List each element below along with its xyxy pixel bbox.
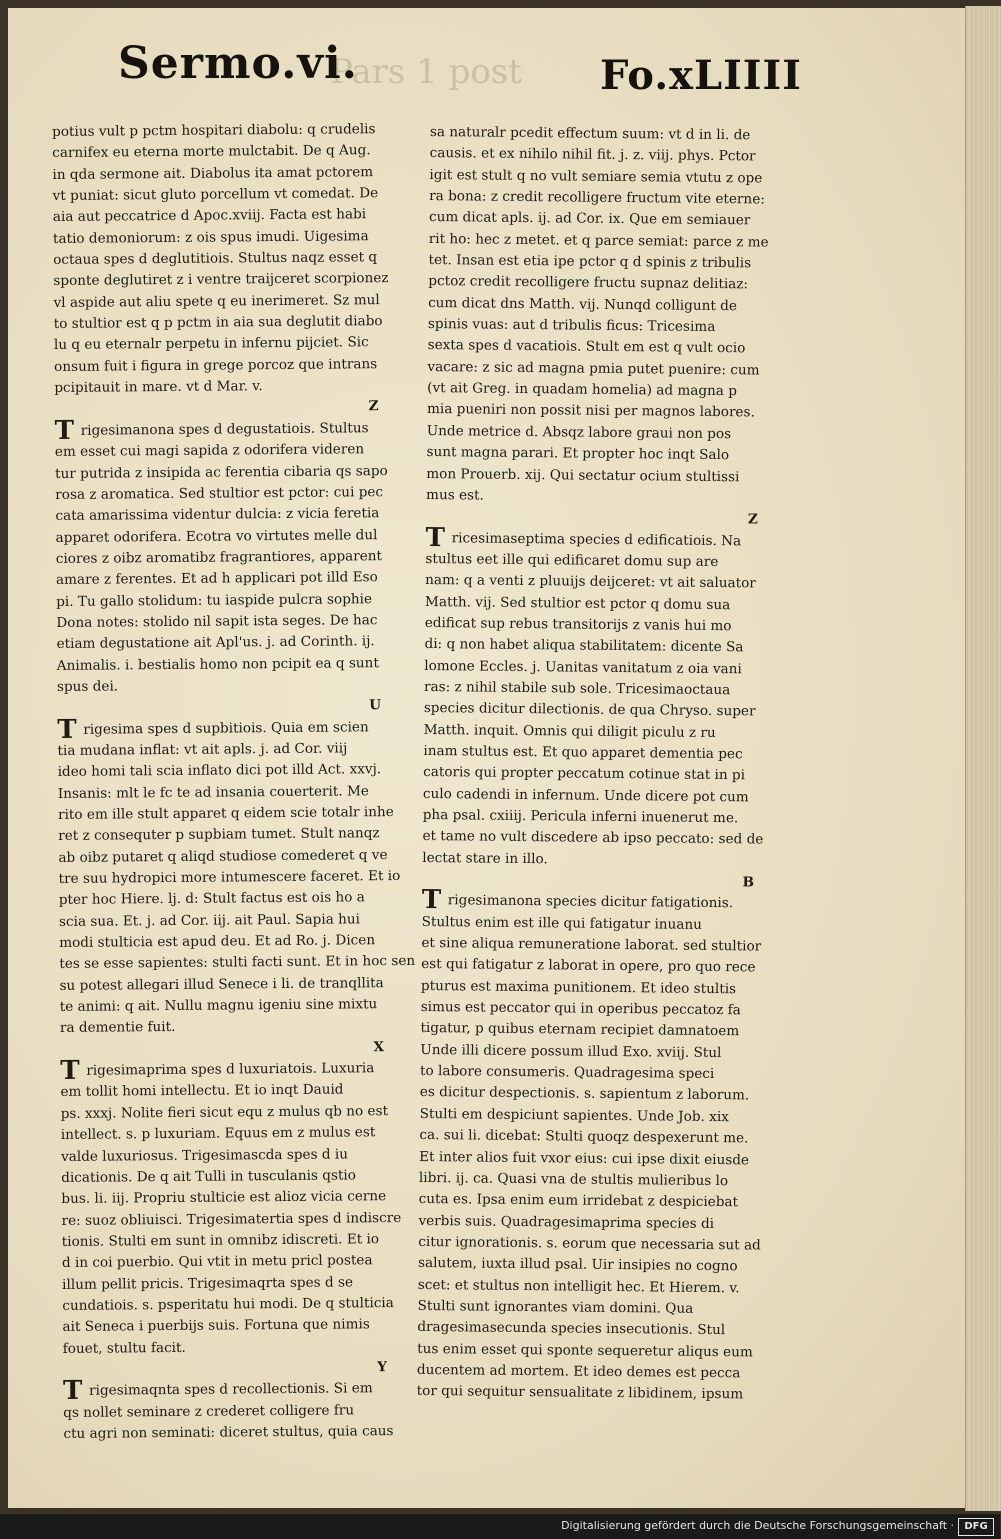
text-line [61, 1207, 421, 1231]
dfg-logo: DFG [958, 1518, 994, 1536]
line-text: ricesimaseptima species d edificatiois. Na [451, 529, 742, 549]
line-text: Stulti em despiciunt sapientes. Unde Job. xix [419, 1105, 729, 1125]
line-text: rigesimaqnta spes d recollectionis. Si em [89, 1380, 373, 1400]
line-text: scia sua. Et. j. ad Cor. iij. ait Paul. Sapia hui [58, 911, 361, 930]
text-line [63, 1399, 423, 1423]
line-text: bus. li. iij. Propriu stulticie est alioz vicia cerne [61, 1188, 387, 1208]
text-line [56, 631, 416, 655]
section-marker: X [373, 1038, 385, 1056]
initial-capital: T [54, 415, 75, 446]
bleed-through-text: Pars 1 post [330, 52, 522, 92]
text-line [53, 247, 413, 271]
line-text: di: q non habet aliqua stabilitatem: dicente Sa [424, 636, 744, 656]
line-text: pctoz credit recolligere fructu supnaz delitiaz: [428, 273, 749, 293]
text-line [57, 674, 417, 698]
left-text-column [52, 119, 422, 1442]
text-line [59, 887, 419, 911]
right-text-column [416, 122, 798, 1403]
line-text: tor qui sequitur sensualitate z libidinem, ipsum [416, 1383, 744, 1403]
line-text: ab oibz putaret q aliqd studiose comederet q ve [58, 846, 388, 866]
line-text: aia aut peccatrice d Apoc.xviij. Facta est habi [52, 206, 367, 226]
line-text: mia pueniri non possit nisi per magnos labores. [426, 401, 755, 421]
line-text: ctu agri non seminati: diceret stultus, quia caus [63, 1423, 394, 1442]
section-marker: Y [377, 1359, 387, 1376]
line-text: sponte deglutiret z i ventre traijceret scorpionez [53, 270, 389, 290]
section-marker: Z [368, 398, 379, 415]
line-text: pter hoc Hiere. lj. d: Stult factus est ois ho a [58, 889, 365, 909]
digitization-footer [0, 1514, 1000, 1539]
line-text: spinis vuas: aut d tribulis ficus: Tricesima [427, 316, 716, 336]
line-text: Unde metrice d. Absqz labore graui non pos [426, 422, 732, 442]
line-text: lu q eu eternalr perpetu in infernu pijciet. Sic [53, 334, 369, 354]
line-text: Stultus enim est ille qui fatigatur inuanu [421, 913, 703, 933]
line-text: Insanis: mlt le fc te ad insania couerterit. Me [57, 782, 369, 802]
line-text: spus dei. [56, 678, 119, 695]
text-line [52, 162, 412, 186]
line-text: stultus eet ille qui edificaret domu sup are [425, 550, 719, 570]
text-line [60, 1079, 420, 1103]
line-text: em tollit homi intellectu. Et io inqt Dauid [60, 1081, 344, 1101]
line-text: salutem, iuxta illud psal. Uir insipies no cogno [417, 1255, 738, 1275]
line-text: tre suu hydropici more intumescere faceret. Et io [58, 868, 401, 888]
line-text: tia mudana inflat: vt ait apls. j. ad Cor. viij [57, 740, 348, 759]
line-text: ducentem ad mortem. Et ideo demes est pecca [416, 1361, 741, 1382]
line-text: species dicitur dilectionis. de qua Chryso. super [423, 700, 756, 720]
text-line [62, 1314, 422, 1338]
line-text: intellect. s. p luxuriam. Equus em z mulus est [60, 1124, 376, 1144]
text-line [55, 439, 415, 463]
line-text: rigesima spes d supbitiois. Quia em scien [83, 718, 369, 738]
line-text: ret z consequter p supbiam tumet. Stult nanqz [58, 825, 380, 845]
line-text: inam stultus est. Et quo apparet dementia pec [423, 742, 743, 763]
line-text: tigatur, p quibus eternam recipiet damnatoem [420, 1020, 740, 1040]
line-text: libri. ij. ca. Quasi vna de stultis mulieribus lo [418, 1169, 729, 1190]
line-text: cundatiois. s. psperitatu hui modi. De q stulticia [62, 1294, 394, 1314]
line-text: rigesimanona species dicitur fatigationis. [447, 892, 734, 912]
line-text: carnifex eu eterna morte mulctabit. De q Aug. [52, 142, 371, 162]
text-line [60, 994, 420, 1018]
section-marker: Z [747, 511, 758, 528]
line-text: em esset cui magi sapida z odorifera videren [54, 441, 365, 461]
text-line [61, 1143, 421, 1167]
line-text: te animi: q ait. Nullu magnu igeniu sine mixtu [59, 996, 378, 1016]
line-text: Animalis. i. bestialis homo non pcipit ea q sunt [56, 654, 379, 674]
line-text: su potest allegari illud Senece i li. de tranqllita [59, 974, 384, 994]
line-text: d in coi puerbio. Qui vtit in metu pricl postea [61, 1252, 373, 1272]
line-text: causis. et ex nihilo nihil fit. j. z. viij. phys. Pctor [429, 145, 756, 165]
text-line [60, 1015, 420, 1039]
line-text: ca. sui li. dicebat: Stulti quoqz despexerunt me. [419, 1127, 749, 1147]
line-text: cata amarissima videntur dulcia: z vicia feretia [55, 505, 380, 525]
line-text: tus enim esset qui sponte sequeretur aliqus eum [417, 1340, 753, 1361]
line-text: pturus est maxima punitionem. Et ideo stultis [420, 977, 737, 998]
line-text: rito em ille stult apparet q eidem scie totalr inhe [57, 804, 394, 823]
line-text: ait Seneca i puerbijs suis. Fortuna que nimis [62, 1316, 370, 1336]
line-text: simus est peccator qui in operibus peccatoz fa [420, 999, 741, 1019]
text-line [54, 311, 414, 335]
text-line [61, 1186, 421, 1210]
line-text: rigesimaprima spes d luxuriatois. Luxuria [86, 1060, 375, 1079]
line-text: scet: et stultus non intelligit hec. Et Hierem. v. [417, 1276, 740, 1296]
line-text: valde luxuriosus. Trigesimascda spes d iu [60, 1145, 349, 1165]
line-text: lomone Eccles. j. Uanitas vanitatum z oia vani [424, 657, 742, 677]
text-line [53, 226, 413, 250]
initial-capital: T [62, 1376, 83, 1407]
text-line [57, 652, 417, 676]
line-text: Matth. vij. Sed stultior est pctor q domu sua [424, 593, 731, 613]
line-text: cum dicat apls. ij. ad Cor. ix. Que em semiauer [428, 209, 751, 229]
text-line [59, 973, 419, 997]
line-text: et sine aliqua remuneratione laborat. sed stultior [421, 935, 762, 955]
line-text: vt puniat: sicut gluto porcellum vt comedat. De [52, 185, 379, 205]
text-line [56, 546, 416, 570]
line-text: citur ignorationis. s. eorum que necessaria sut ad [418, 1233, 761, 1254]
line-text: pcipitauit in mare. vt d Mar. v. [54, 378, 263, 397]
line-text: modi stulticia est apud deu. Et ad Ro. j. Dicen [59, 932, 376, 952]
line-text: fouet, stultu facit. [62, 1339, 186, 1357]
text-line [56, 567, 416, 591]
text-line [53, 268, 413, 292]
line-text: dragesimasecunda species insecutionis. Stul [417, 1319, 726, 1339]
line-text: ciores z oibz aromatibz fragrantiores, apparent [55, 548, 383, 567]
initial-capital: T [425, 522, 446, 553]
line-text: qs nollet seminare z crederet colligere fru [63, 1402, 355, 1421]
text-line [55, 460, 415, 484]
initial-capital: T [421, 885, 442, 916]
line-text: pi. Tu gallo stolidum: tu iaspide pulcra sophie [56, 590, 373, 610]
line-text: (vt ait Greg. in quadam homelia) ad magna p [427, 380, 738, 400]
text-line [63, 1335, 423, 1359]
line-text: ideo homi tali scia inflato dici pot illd Act. xxvj. [57, 761, 382, 781]
line-text: cuta es. Ipsa enim eum irridebat z despiciebat [418, 1191, 739, 1211]
line-text: est qui fatigatur z laborat in opere, pro quo rece [421, 956, 756, 976]
line-text: tionis. Stulti em sunt in omnibz idiscreti. Et io [61, 1231, 380, 1250]
line-text: pha psal. cxiiij. Pericula inferni inuenerut me. [422, 806, 739, 827]
line-text: illum pellit pricis. Trigesimaqrta spes d se [62, 1273, 354, 1293]
text-line [63, 1421, 423, 1445]
text-line [54, 332, 414, 356]
line-text: edificat sup rebus transitorijs z vanis hui mo [424, 614, 732, 635]
folio-number: Fo.xLIIII [600, 52, 802, 99]
line-text: octaua spes d deglutitiois. Stultus naqz esset q [53, 249, 378, 269]
text-line [52, 119, 412, 143]
line-text: catoris qui propter peccatum cotinue stat in pi [423, 764, 746, 784]
text-line [61, 1122, 421, 1146]
line-text: ps. xxxj. Nolite fieri sicut equ z mulus qb no est [60, 1102, 389, 1122]
text-line [60, 1055, 420, 1087]
line-text: culo cadendi in infernum. Unde dicere pot cum [422, 785, 749, 806]
text-line [61, 1101, 421, 1125]
text-line [59, 951, 419, 975]
text-line [56, 588, 416, 612]
text-line [62, 1376, 423, 1407]
text-line [52, 140, 412, 164]
text-line [58, 823, 418, 847]
section-marker: U [369, 697, 382, 714]
line-text: dicationis. De q ait Tulli in tusculanis qstio [61, 1167, 356, 1186]
text-line [53, 204, 413, 228]
line-text: sa naturalr pcedit effectum suum: vt d in li. de [429, 123, 751, 144]
line-text: et tame no vult discedere ab ipso peccato: sed de [422, 828, 764, 848]
line-text: vl aspide aut aliu spete q eu inerimeret. Sz mul [53, 291, 380, 311]
text-line [58, 759, 418, 783]
line-text: in qda sermone ait. Diabolus ita amat pctorem [52, 163, 374, 183]
text-line [59, 930, 419, 954]
text-line [53, 290, 413, 314]
line-text: rosa z aromatica. Sed stultior est pctor: cui pec [55, 483, 384, 503]
line-text: tatio demoniorum: z ois spus imudi. Uigesima [52, 227, 369, 247]
line-text: sexta spes d vacatiois. Stult em est q vult ocio [427, 337, 746, 357]
text-line [53, 183, 413, 207]
line-text: etiam degustatione ait Apl'us. j. ad Corinth. ij. [56, 633, 375, 653]
line-text: onsum fuit i figura in grege porcoz que intrans [54, 355, 378, 375]
text-line [417, 1381, 785, 1406]
text-line [57, 714, 417, 745]
line-text: potius vult p pctm hospitari diabolu: q crudelis [52, 121, 376, 140]
line-text: igit est stult q no vult semiare semia vtutu z ope [429, 166, 763, 187]
text-line [426, 485, 794, 510]
line-text: ra dementie fuit. [59, 1019, 176, 1037]
line-text: tur putrida z insipida ac ferentia cibaria qs sapo [54, 462, 388, 482]
page-edge-stack [965, 6, 1001, 1511]
text-line [422, 848, 790, 873]
text-line [59, 909, 419, 933]
initial-capital: T [60, 1055, 80, 1087]
line-text: Et inter alios fuit vxor eius: cui ipse dixit eiusde [419, 1148, 750, 1168]
line-text: mus est. [426, 486, 484, 504]
line-text: re: suoz obliuisci. Trigesimatertia spes d indiscre [61, 1209, 402, 1229]
line-text: rit ho: hec z metet. et q parce semiat: parce z me [428, 230, 769, 251]
text-line [54, 354, 414, 378]
line-text: sunt magna parari. Et propter hoc inqt Salo [426, 444, 730, 464]
line-text: Dona notes: stolido nil sapit ista seges. De hac [56, 612, 378, 631]
line-text: rigesimanona spes d degustatiois. Stultus [80, 420, 369, 439]
line-text: Matth. inquit. Omnis qui diligit piculu z ru [423, 721, 716, 741]
text-line [56, 610, 416, 634]
line-text: ras: z nihil stabile sub sole. Tricesimaoctaua [424, 678, 731, 699]
initial-capital: T [57, 714, 77, 745]
line-text: verbis suis. Quadragesimaprima species di [418, 1212, 715, 1232]
line-text: amare z ferentes. Et ad h applicari pot illd Eso [55, 569, 378, 589]
running-head-left: Sermo.vi. [118, 38, 358, 89]
line-text: cum dicat dns Matth. vij. Nunqd colligunt de [428, 294, 738, 314]
line-text: es dicitur despectionis. s. sapientum z laborum. [419, 1084, 750, 1104]
line-text: to labore consumeris. Quadragesima speci [419, 1063, 715, 1083]
section-marker: B [742, 874, 755, 891]
text-line [55, 503, 415, 527]
line-text: vacare: z sic ad magna pmia putet puenire: cum [427, 358, 760, 379]
line-text: Stulti sunt ignorantes viam domini. Qua [417, 1297, 694, 1317]
line-text: to stultior est q p pctm in aia sua deglutit diabo [53, 313, 383, 333]
line-text: tes se esse sapientes: stulti facti sunt. Et in hoc sen [59, 953, 416, 973]
line-text: mon Prouerb. xij. Qui sectatur ocium stultissi [426, 465, 740, 485]
line-text: lectat stare in illo. [422, 849, 548, 867]
line-text: ra bona: z credit recolligere fructum vite eterne: [429, 188, 765, 208]
text-line [56, 524, 416, 548]
footer-credit: Digitalisierung gefördert durch die Deutsche Forschungsgemeinschaft · [561, 1519, 954, 1532]
line-text: nam: q a venti z pluuijs deijceret: vt ait saluator [425, 572, 756, 592]
line-text: tet. Insan est etia ipe pctor q d spinis z tribulis [428, 252, 752, 272]
line-text: apparet odorifera. Ecotra vo virtutes melle dul [55, 526, 378, 546]
line-text: Unde illi dicere possum illud Exo. xviij. Stul [420, 1041, 722, 1061]
text-line [62, 1250, 422, 1274]
